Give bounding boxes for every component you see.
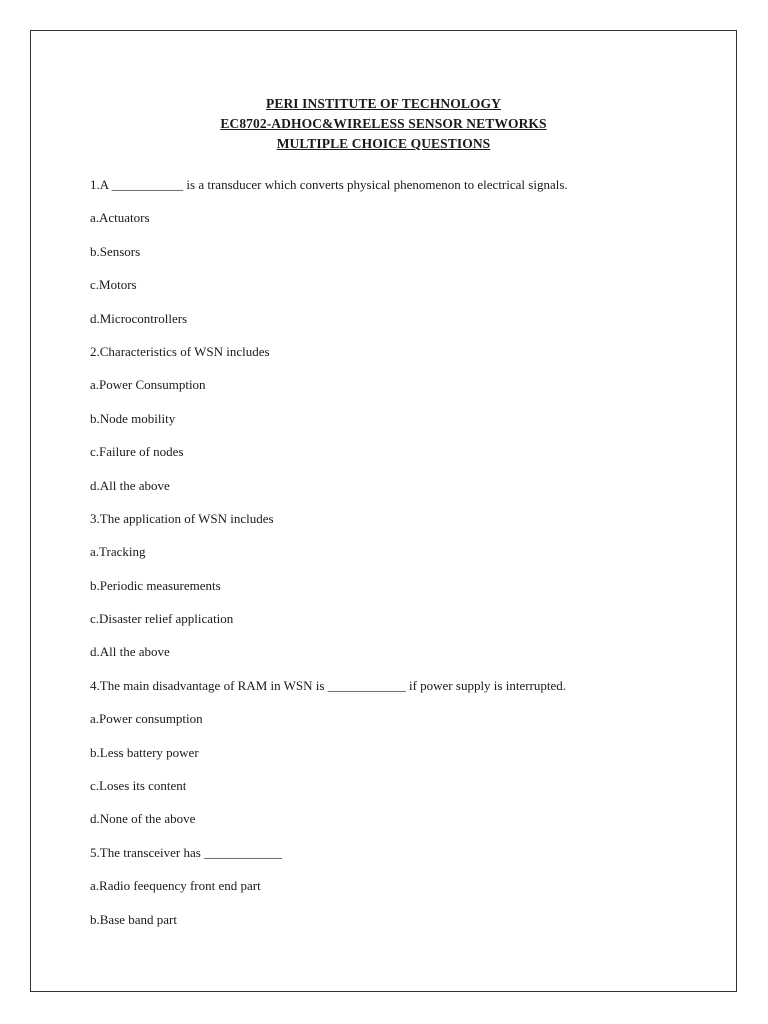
option-4d: d.None of the above <box>90 811 196 827</box>
option-5a: a.Radio feequency front end part <box>90 878 261 894</box>
institute-name: PERI INSTITUTE OF TECHNOLOGY <box>266 96 501 111</box>
option-4b: b.Less battery power <box>90 744 199 760</box>
question-list <box>90 168 710 936</box>
option-1d: d.Microcontrollers <box>90 310 188 326</box>
option-1b: b.Sensors <box>90 243 141 259</box>
option-1c: c.Motors <box>90 277 137 293</box>
question-4: 4.The main disadvantage of RAM in WSN is ____________ if power supply is interrupted. <box>90 677 567 693</box>
option-2c: c.Failure of nodes <box>90 444 184 460</box>
document-title: MULTIPLE CHOICE QUESTIONS <box>276 136 491 151</box>
option-4a: a.Power consumption <box>90 711 203 727</box>
question-5: 5.The transceiver has ____________ <box>90 844 283 860</box>
course-title: EC8702-ADHOC&WIRELESS SENSOR NETWORKS <box>220 116 547 131</box>
option-2a: a.Power Consumption <box>90 377 206 393</box>
option-2d: d.All the above <box>90 477 170 493</box>
option-4c: c.Loses its content <box>90 778 187 794</box>
question-1: 1.A ___________ is a transducer which converts physical phenomenon to electrical signals. <box>90 177 568 192</box>
question-2: 2.Characteristics of WSN includes <box>90 343 270 359</box>
page-frame <box>30 30 737 992</box>
question-3: 3.The application of WSN includes <box>90 510 274 526</box>
option-3a: a.Tracking <box>90 544 146 560</box>
option-3b: b.Periodic measurements <box>90 577 221 593</box>
option-3d: d.All the above <box>90 644 170 660</box>
option-5b: b.Base band part <box>90 911 178 927</box>
option-1a: a.Actuators <box>90 210 150 226</box>
document-header <box>31 94 736 154</box>
option-3c: c.Disaster relief application <box>90 611 234 627</box>
option-2b: b.Node mobility <box>90 410 176 426</box>
